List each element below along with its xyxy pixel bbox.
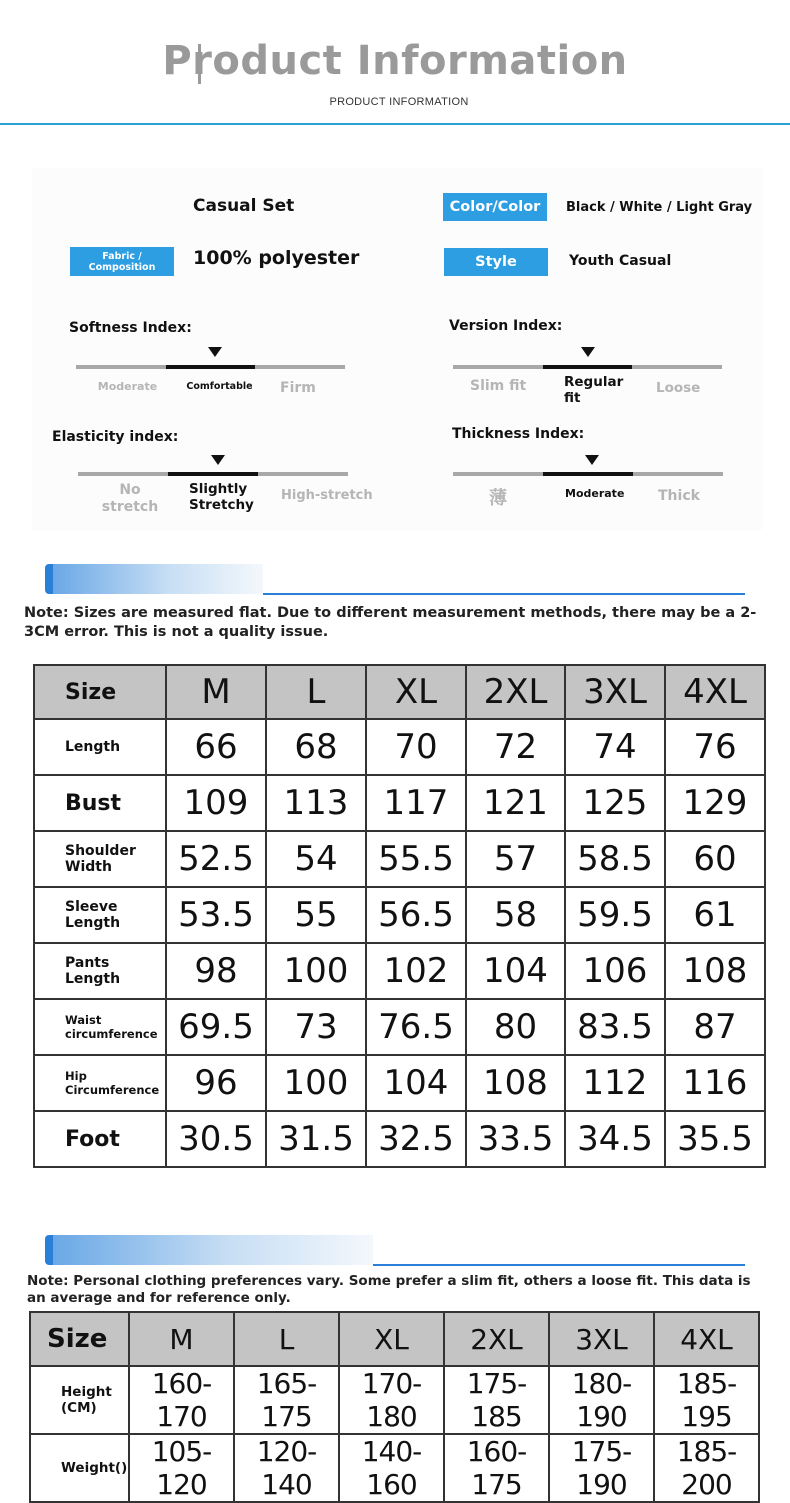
suggest-table — [29, 1311, 760, 1503]
suggest-header-cell: XL — [339, 1312, 444, 1366]
size-cell: 96 — [166, 1055, 266, 1111]
suggest-section-underline — [373, 1264, 745, 1266]
size-cell: 55.5 — [366, 831, 466, 887]
suggest-cell: 170-180 — [339, 1366, 444, 1434]
softness-label: Softness Index: — [69, 320, 192, 336]
elasticity-marker-icon — [211, 455, 225, 465]
softness-scale-left — [76, 365, 166, 369]
suggest-header-cell: M — [129, 1312, 234, 1366]
row-label: Sleeve Length — [34, 887, 166, 943]
page-subtitle: PRODUCT INFORMATION — [329, 96, 469, 108]
size-note: Note: Sizes are measured flat. Due to different measurement methods, there may be a 2-3CM error. This is not a quality issue. — [24, 605, 757, 640]
softness-option-2: Comfortable — [186, 381, 253, 392]
size-cell: 59.5 — [565, 887, 665, 943]
color-tag: Color/Color — [443, 193, 547, 221]
softness-option-3: Firm — [280, 380, 316, 396]
size-table — [33, 664, 766, 1168]
softness-scale-mid — [166, 365, 255, 369]
thickness-marker-icon — [585, 455, 599, 465]
size-cell: 108 — [466, 1055, 565, 1111]
suggest-cell: 105-120 — [129, 1434, 234, 1502]
softness-scale-right — [255, 365, 345, 369]
fabric-value: 100% polyester — [193, 247, 360, 269]
elasticity-option-1: No stretch — [101, 482, 159, 515]
suggest-cell: 185-195 — [654, 1366, 759, 1434]
size-cell: 30.5 — [166, 1111, 266, 1167]
row-label: Hip Circumference — [34, 1055, 166, 1111]
row-label: Height (CM) — [30, 1366, 129, 1434]
version-option-2: Regular fit — [564, 374, 624, 406]
size-cell: 83.5 — [565, 999, 665, 1055]
row-label: Waist circumference — [34, 999, 166, 1055]
row-label: Shoulder Width — [34, 831, 166, 887]
thickness-option-1: 薄 — [489, 488, 507, 509]
thickness-scale-left — [453, 472, 543, 476]
row-label: Foot — [34, 1111, 166, 1167]
size-cell: 80 — [466, 999, 565, 1055]
size-cell: 68 — [266, 719, 366, 775]
table-row — [34, 999, 765, 1055]
size-cell: 52.5 — [166, 831, 266, 887]
row-label: Bust — [34, 775, 166, 831]
fabric-tag: Fabric / Composition — [70, 247, 174, 276]
size-cell: 73 — [266, 999, 366, 1055]
suggest-header-cell: 4XL — [654, 1312, 759, 1366]
size-cell: 55 — [266, 887, 366, 943]
suggest-header-cell: Size — [30, 1312, 129, 1366]
suggest-cell: 120-140 — [234, 1434, 339, 1502]
size-cell: 70 — [366, 719, 466, 775]
suggest-cell: 175-185 — [444, 1366, 549, 1434]
size-cell: 69.5 — [166, 999, 266, 1055]
color-value: Black / White / Light Gray — [566, 200, 753, 215]
size-cell: 66 — [166, 719, 266, 775]
elasticity-option-3: High-stretch — [281, 488, 373, 503]
suggest-cell: 185-200 — [654, 1434, 759, 1502]
size-cell: 104 — [466, 943, 565, 999]
product-name: Casual Set — [193, 196, 295, 216]
size-header-cell: Size — [34, 665, 166, 719]
size-header-cell: 2XL — [466, 665, 565, 719]
thickness-scale-mid — [543, 472, 633, 476]
size-cell: 102 — [366, 943, 466, 999]
softness-option-1: Moderate — [97, 380, 158, 393]
size-header-cell: L — [266, 665, 366, 719]
size-cell: 108 — [665, 943, 765, 999]
suggest-header-cell: L — [234, 1312, 339, 1366]
row-label: Pants Length — [34, 943, 166, 999]
size-cell: 125 — [565, 775, 665, 831]
version-scale-left — [453, 365, 543, 369]
elasticity-scale-mid — [168, 472, 258, 476]
header-divider — [0, 123, 790, 125]
suggest-cell: 165-175 — [234, 1366, 339, 1434]
size-cell: 61 — [665, 887, 765, 943]
size-cell: 76 — [665, 719, 765, 775]
table-row — [34, 943, 765, 999]
suggest-header-cell: 2XL — [444, 1312, 549, 1366]
size-cell: 31.5 — [266, 1111, 366, 1167]
size-cell: 72 — [466, 719, 565, 775]
size-cell: 129 — [665, 775, 765, 831]
size-cell: 58 — [466, 887, 565, 943]
suggest-section-tab — [53, 1235, 373, 1265]
size-section-tab-edge — [45, 564, 53, 594]
size-cell: 32.5 — [366, 1111, 466, 1167]
thickness-option-2: Moderate — [565, 487, 625, 500]
elasticity-option-2: Slightly Stretchy — [189, 481, 254, 513]
table-row — [30, 1366, 759, 1434]
size-cell: 106 — [565, 943, 665, 999]
version-scale-mid — [543, 365, 632, 369]
size-cell: 54 — [266, 831, 366, 887]
table-row — [34, 1111, 765, 1167]
suggest-cell: 180-190 — [549, 1366, 654, 1434]
elasticity-scale-right — [258, 472, 348, 476]
size-cell: 113 — [266, 775, 366, 831]
size-cell: 121 — [466, 775, 565, 831]
style-value: Youth Casual — [569, 253, 672, 269]
page-title: Product Information — [162, 38, 628, 84]
version-option-3: Loose — [656, 380, 701, 396]
size-header-cell: M — [166, 665, 266, 719]
thickness-option-3: Thick — [658, 488, 700, 504]
version-label: Version Index: — [449, 318, 563, 334]
size-cell: 117 — [366, 775, 466, 831]
table-row — [34, 1055, 765, 1111]
version-marker-icon — [581, 347, 595, 357]
elasticity-scale-left — [78, 472, 168, 476]
suggest-cell: 140-160 — [339, 1434, 444, 1502]
size-cell: 53.5 — [166, 887, 266, 943]
table-row — [34, 775, 765, 831]
size-cell: 112 — [565, 1055, 665, 1111]
size-table-header-row — [34, 665, 765, 719]
size-cell: 109 — [166, 775, 266, 831]
size-cell: 33.5 — [466, 1111, 565, 1167]
thickness-scale-right — [633, 472, 723, 476]
size-header-cell: XL — [366, 665, 466, 719]
version-option-1: Slim fit — [470, 378, 527, 394]
suggest-header-cell: 3XL — [549, 1312, 654, 1366]
size-section-underline — [263, 593, 745, 595]
size-cell: 98 — [166, 943, 266, 999]
size-header-cell: 3XL — [565, 665, 665, 719]
elasticity-label: Elasticity index: — [52, 429, 179, 445]
table-row — [30, 1434, 759, 1502]
size-section-tab — [53, 564, 263, 594]
suggest-cell: 175-190 — [549, 1434, 654, 1502]
size-cell: 116 — [665, 1055, 765, 1111]
suggest-note: Note: Personal clothing preferences vary. Some prefer a slim fit, others a loose fit. This data is an average and for reference only. — [27, 1273, 751, 1306]
size-cell: 56.5 — [366, 887, 466, 943]
size-cell: 57 — [466, 831, 565, 887]
size-cell: 35.5 — [665, 1111, 765, 1167]
table-row — [34, 831, 765, 887]
table-row — [34, 887, 765, 943]
size-cell: 87 — [665, 999, 765, 1055]
size-cell: 34.5 — [565, 1111, 665, 1167]
version-scale-right — [632, 365, 722, 369]
row-label: Length — [34, 719, 166, 775]
size-header-cell: 4XL — [665, 665, 765, 719]
suggest-table-header-row — [30, 1312, 759, 1366]
size-cell: 100 — [266, 943, 366, 999]
row-label: Weight() — [30, 1434, 129, 1502]
table-row — [34, 719, 765, 775]
thickness-label: Thickness Index: — [452, 426, 585, 442]
softness-marker-icon — [208, 347, 222, 357]
size-cell: 76.5 — [366, 999, 466, 1055]
size-cell: 74 — [565, 719, 665, 775]
suggest-cell: 160-175 — [444, 1434, 549, 1502]
size-cell: 60 — [665, 831, 765, 887]
style-tag: Style — [444, 248, 548, 276]
size-cell: 58.5 — [565, 831, 665, 887]
size-cell: 100 — [266, 1055, 366, 1111]
suggest-section-tab-edge — [45, 1235, 53, 1265]
suggest-cell: 160-170 — [129, 1366, 234, 1434]
size-cell: 104 — [366, 1055, 466, 1111]
